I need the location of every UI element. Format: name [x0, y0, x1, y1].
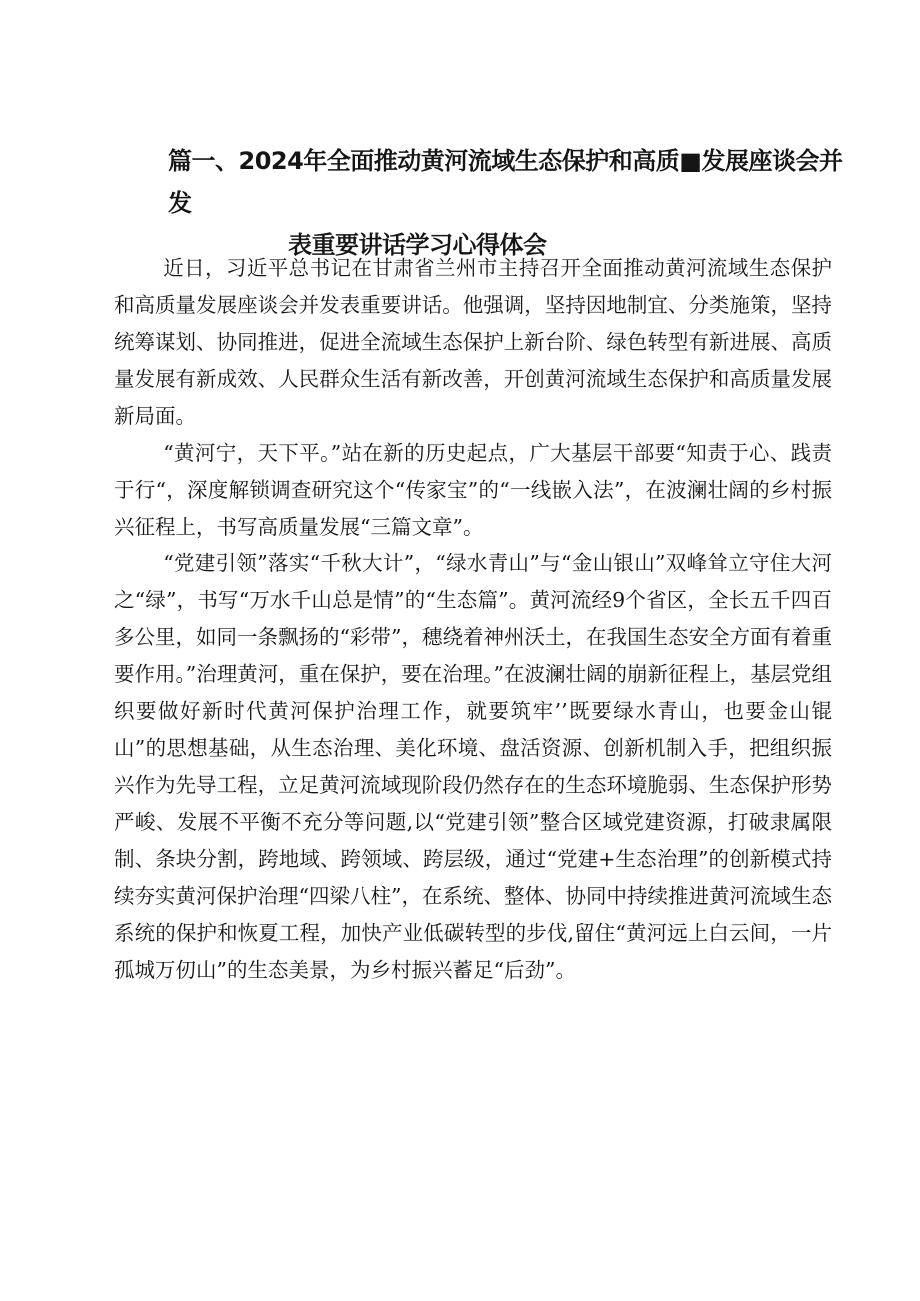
- document-title: [168, 140, 848, 266]
- title-line-2: 表重要讲话学习心得体会: [288, 231, 547, 259]
- document-body: [114, 250, 832, 989]
- paragraph: “党建引领”落实“千秋大计”，“绿水青山”与“金山银山”双峰耸立守住大河之“绿”，书写“万水千山总是情”的“生态篇”。黄河流经9个省区，全长五千四百多公里，如同一条飘扬的“彩带”，穗绕着神州沃土，在我国生态安全方面有着重要作用。”治理黄河，重在保护，要在治理。”在波澜壮阔的崩新征程上，基层党组织要做好新时代黄河保护治理工作，就要筑牢’’既要绿水青山，也要金山锟山”的思想基础，从生态治理、美化环境、盘活资源、创新机制入手，把组织振兴作为先导工程，立足黄河流域现阶段仍然存在的生态环境脆弱、生态保护形势严峻、发展不平衡不充分等问题,以“党建引领”整合区域党建资源，打破隶属限制、条块分割，跨地域、跨领域、跨层级，通过“党建+生态治理”的创新模式持续夯实黄河保护治理“四梁八柱”，在系统、整体、协同中持续推进黄河流域生态系统的保护和恢夏工程，加快产业低碳转型的步伐,留住“黄河远上白云间，一片孤城万仞山”的生态美景，为乡村振兴蓄足“后劲”。: [114, 551, 832, 982]
- title-line-1: 篇一、2024年全面推动黄河流域生态保护和高质■发展座谈会并发: [168, 147, 843, 217]
- paragraph: 近日，习近平总书记在甘肃省兰州市主持召开全面推动黄河流域生态保护和高质量发展座谈会并发表重要讲话。他强调，坚持因地制宜、分类施策，坚持统筹谋划、协同推进，促进全流域生态保护上新台阶、绿色转型有新进展、高质量发展有新成效、人民群众生活有新改善，开创黄河流域生态保护和高质量发展新局面。: [114, 256, 832, 428]
- paragraph: “黄河宁，天下平。”站在新的历史起点，广大基层干部要“知责于心、践责于行“，深度解锁调查研究这个“传家宝”的“一线嵌入法”，在波澜壮阔的乡村振兴征程上，书写高质量发展“三篇文章”。: [114, 440, 832, 539]
